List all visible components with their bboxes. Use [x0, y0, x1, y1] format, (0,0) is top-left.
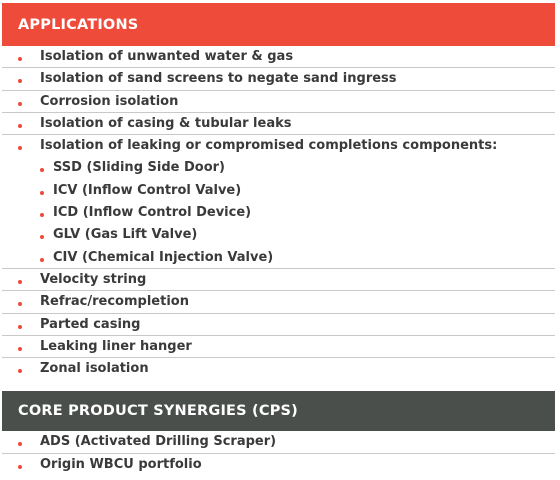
sub-list-item: CIV (Chemical Injection Valve) [2, 247, 555, 269]
sub-list-item: ICV (Inflow Control Valve) [2, 180, 555, 202]
list-item: Origin WBCU portfolio [2, 454, 555, 476]
sub-list-item: GLV (Gas Lift Valve) [2, 224, 555, 246]
list-item: Corrosion isolation [2, 91, 555, 113]
bullet-icon [18, 465, 22, 469]
bullet-icon [18, 102, 22, 106]
cps-list [2, 431, 555, 476]
list-item: Zonal isolation [2, 358, 555, 380]
bullet-icon [18, 146, 22, 150]
bullet-icon [40, 258, 44, 262]
list-item: Isolation of casing & tubular leaks [2, 113, 555, 135]
list-item: Isolation of leaking or compromised completions components: [2, 135, 555, 157]
list-item: Leaking liner hanger [2, 336, 555, 358]
bullet-icon [40, 191, 44, 195]
list-item: Isolation of unwanted water & gas [2, 46, 555, 68]
bullet-icon [18, 57, 22, 61]
list-item: Refrac/recompletion [2, 291, 555, 313]
cps-header [2, 391, 555, 431]
list-item: Velocity string [2, 269, 555, 291]
bullet-icon [18, 369, 22, 373]
applications-title: APPLICATIONS [18, 16, 139, 33]
list-item: Parted casing [2, 314, 555, 336]
bullet-icon [18, 302, 22, 306]
applications-list [2, 46, 555, 380]
bullet-icon [18, 280, 22, 284]
content-panel [2, 3, 555, 476]
bullet-icon [18, 442, 22, 446]
bullet-icon [18, 79, 22, 83]
cps-title: CORE PRODUCT SYNERGIES (CPS) [18, 403, 299, 420]
bullet-icon [40, 235, 44, 239]
list-item: ADS (Activated Drilling Scraper) [2, 431, 555, 453]
applications-header [2, 3, 555, 46]
bullet-icon [18, 124, 22, 128]
bullet-icon [18, 325, 22, 329]
sub-list-item: ICD (Inflow Control Device) [2, 202, 555, 224]
bullet-icon [40, 213, 44, 217]
bullet-icon [18, 347, 22, 351]
list-item: Isolation of sand screens to negate sand ingress [2, 68, 555, 90]
bullet-icon [40, 168, 44, 172]
sub-list-item: SSD (Sliding Side Door) [2, 157, 555, 179]
